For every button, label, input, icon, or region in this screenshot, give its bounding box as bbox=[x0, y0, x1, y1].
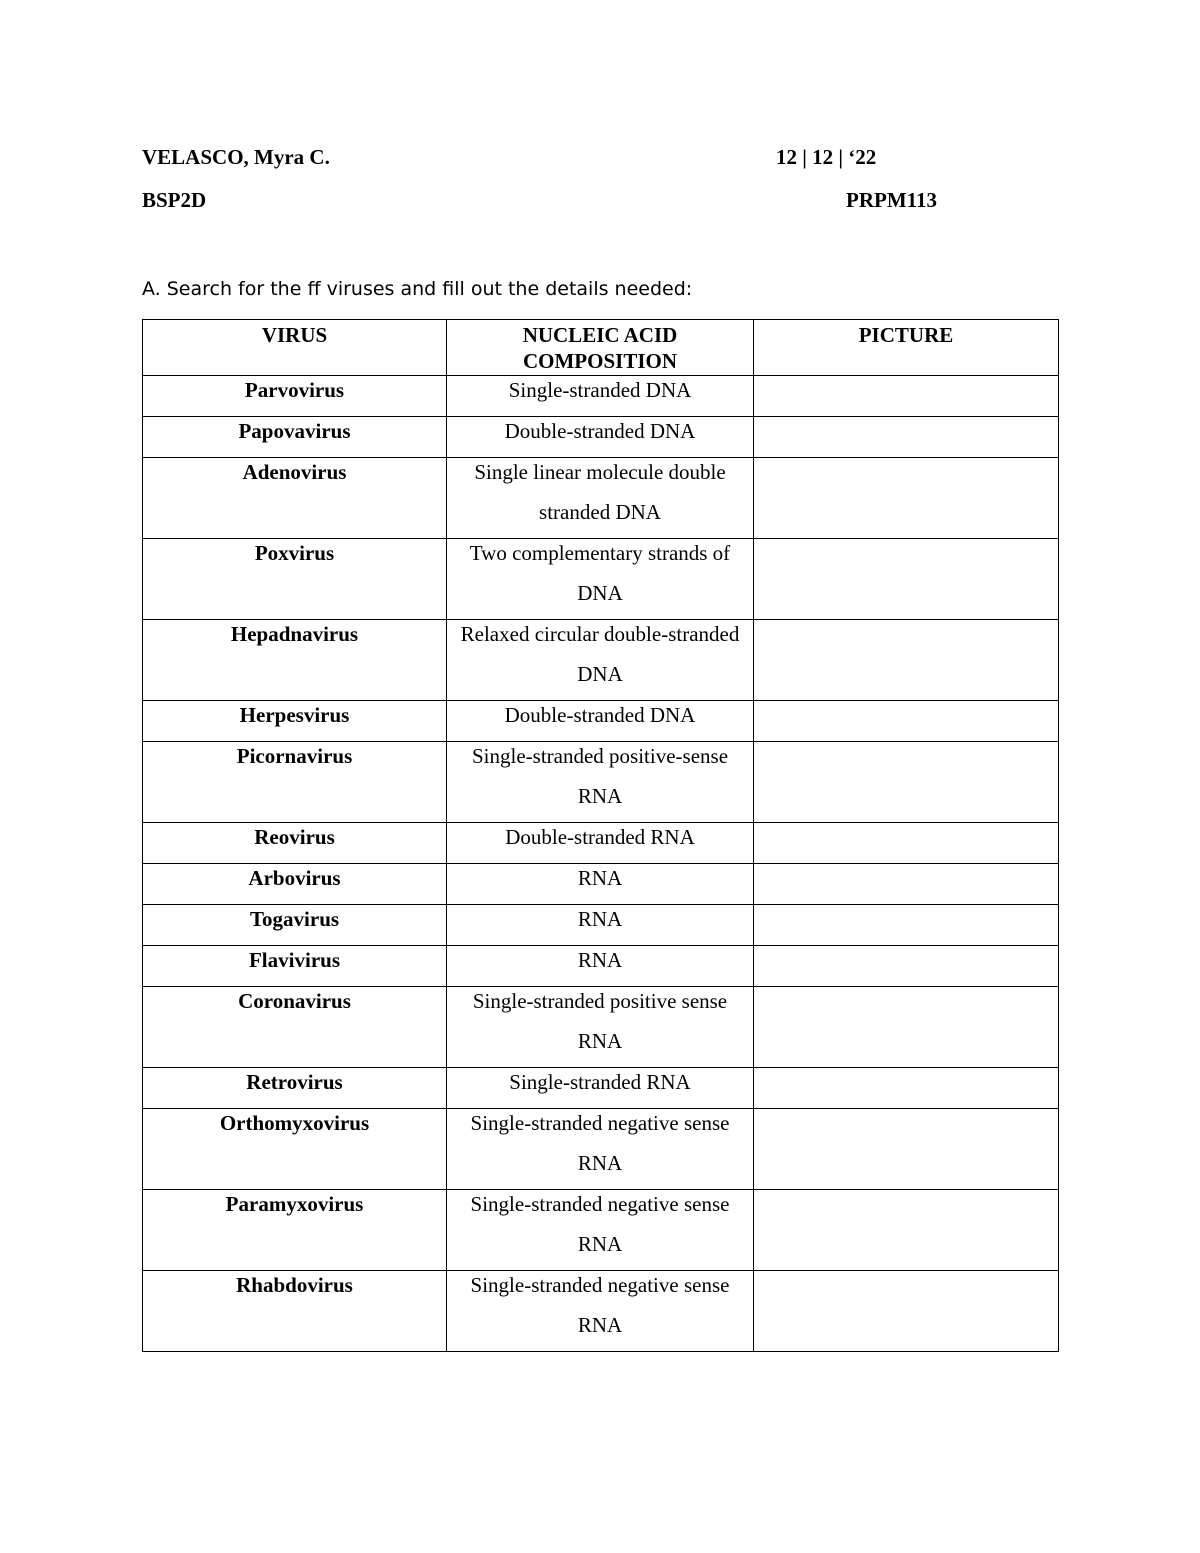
nucleic-acid-cell bbox=[447, 1190, 754, 1271]
nucleic-acid-text: Single-stranded RNA bbox=[509, 1070, 691, 1094]
virus-name-cell: Adenovirus bbox=[143, 458, 447, 539]
nucleic-acid-text: Double-stranded DNA bbox=[504, 703, 696, 727]
virus-name-cell: Herpesvirus bbox=[143, 701, 447, 742]
virus-name-cell: Togavirus bbox=[143, 905, 447, 946]
nucleic-acid-text: RNA bbox=[577, 866, 623, 890]
nucleic-acid-text: Single-stranded positive-sense RNA bbox=[471, 744, 729, 808]
picture-cell bbox=[754, 987, 1059, 1068]
nucleic-acid-cell bbox=[447, 987, 754, 1068]
virus-name-cell: Picornavirus bbox=[143, 742, 447, 823]
column-header-picture: PICTURE bbox=[754, 320, 1059, 376]
nucleic-acid-text: RNA bbox=[577, 948, 623, 972]
table-row bbox=[143, 1109, 1059, 1190]
nucleic-acid-text: Single-stranded negative sense RNA bbox=[470, 1192, 730, 1256]
virus-name-cell: Paramyxovirus bbox=[143, 1190, 447, 1271]
picture-cell bbox=[754, 1190, 1059, 1271]
table-row bbox=[143, 742, 1059, 823]
picture-cell bbox=[754, 539, 1059, 620]
picture-cell bbox=[754, 1271, 1059, 1352]
picture-cell bbox=[754, 742, 1059, 823]
table-row bbox=[143, 1190, 1059, 1271]
section: BSP2D bbox=[142, 188, 207, 212]
table-row bbox=[143, 458, 1059, 539]
picture-cell bbox=[754, 905, 1059, 946]
picture-cell bbox=[754, 701, 1059, 742]
nucleic-acid-text: Double-stranded RNA bbox=[505, 825, 695, 849]
nucleic-acid-text: Single linear molecule double stranded DNA bbox=[474, 460, 726, 524]
nucleic-acid-text: RNA bbox=[577, 907, 623, 931]
virus-name-cell: Papovavirus bbox=[143, 417, 447, 458]
virus-name-cell: Parvovirus bbox=[143, 376, 447, 417]
virus-table bbox=[142, 319, 1059, 1352]
course-code: PRPM113 bbox=[846, 188, 937, 212]
virus-name-cell: Poxvirus bbox=[143, 539, 447, 620]
picture-cell bbox=[754, 620, 1059, 701]
table-header-row bbox=[143, 320, 1059, 376]
student-name: VELASCO, Myra C. bbox=[142, 145, 330, 169]
nucleic-acid-cell bbox=[447, 458, 754, 539]
nucleic-acid-text: Single-stranded positive sense RNA bbox=[472, 989, 728, 1053]
picture-cell bbox=[754, 823, 1059, 864]
virus-name-cell: Reovirus bbox=[143, 823, 447, 864]
picture-cell bbox=[754, 864, 1059, 905]
column-header-nucleic-acid: NUCLEIC ACID COMPOSITION bbox=[447, 320, 754, 376]
nucleic-acid-text: Single-stranded negative sense RNA bbox=[470, 1111, 730, 1175]
nucleic-acid-cell bbox=[447, 620, 754, 701]
table-row bbox=[143, 987, 1059, 1068]
nucleic-acid-cell bbox=[447, 1271, 754, 1352]
table-row bbox=[143, 1271, 1059, 1352]
virus-name-cell: Orthomyxovirus bbox=[143, 1109, 447, 1190]
nucleic-acid-cell bbox=[447, 742, 754, 823]
virus-name-cell: Flavivirus bbox=[143, 946, 447, 987]
picture-cell bbox=[754, 458, 1059, 539]
table-row bbox=[143, 539, 1059, 620]
picture-cell bbox=[754, 1109, 1059, 1190]
virus-name-cell: Coronavirus bbox=[143, 987, 447, 1068]
nucleic-acid-text: Double-stranded DNA bbox=[504, 419, 696, 443]
nucleic-acid-text: Relaxed circular double-stranded DNA bbox=[460, 622, 740, 686]
table-row bbox=[143, 620, 1059, 701]
picture-cell bbox=[754, 376, 1059, 417]
virus-name-cell: Retrovirus bbox=[143, 1068, 447, 1109]
picture-cell bbox=[754, 946, 1059, 987]
nucleic-acid-cell bbox=[447, 1109, 754, 1190]
date: 12 | 12 | ‘22 bbox=[776, 145, 877, 169]
picture-cell bbox=[754, 417, 1059, 458]
nucleic-acid-text: Single-stranded DNA bbox=[508, 378, 692, 402]
nucleic-acid-text: Two complementary strands of DNA bbox=[469, 541, 731, 605]
nucleic-acid-cell bbox=[447, 539, 754, 620]
virus-name-cell: Arbovirus bbox=[143, 864, 447, 905]
instruction-text: A. Search for the ff viruses and fill out the details needed: bbox=[142, 278, 693, 300]
picture-cell bbox=[754, 1068, 1059, 1109]
column-header-virus: VIRUS bbox=[143, 320, 447, 376]
virus-name-cell: Hepadnavirus bbox=[143, 620, 447, 701]
nucleic-acid-text: Single-stranded negative sense RNA bbox=[470, 1273, 730, 1337]
virus-name-cell: Rhabdovirus bbox=[143, 1271, 447, 1352]
